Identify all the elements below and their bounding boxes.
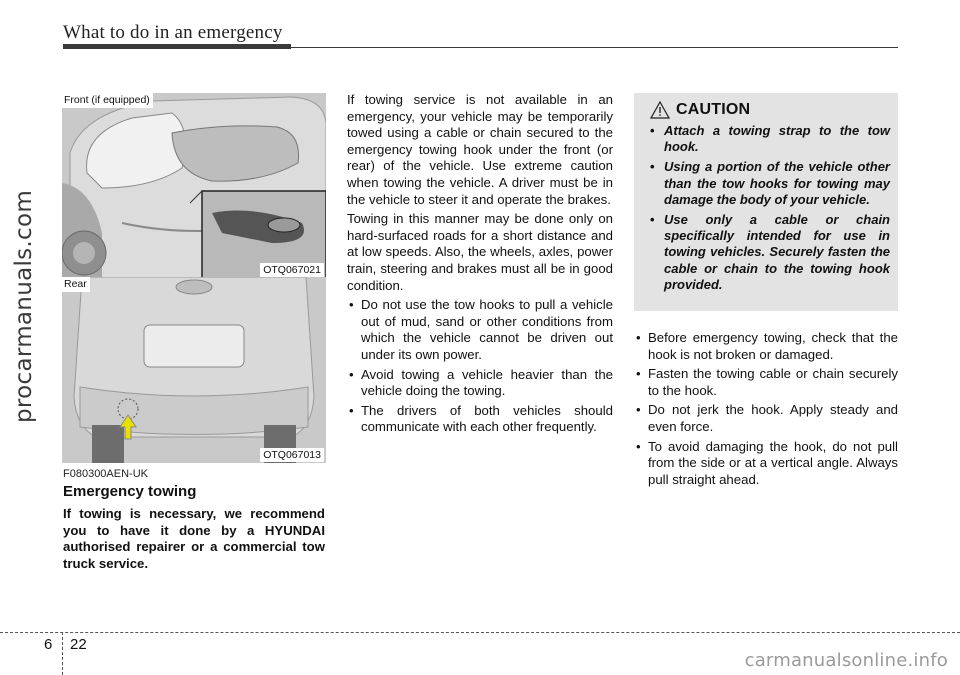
rear-car-illustration <box>62 277 326 463</box>
list-item: • Do not use the tow hooks to pull a vehicle out of mud, sand or other conditions from which the vehicle cannot be driven out under its own power. <box>347 297 613 363</box>
list-item: • The drivers of both vehicles should communicate with each other frequently. <box>347 403 613 436</box>
figure-rear-tow-hook <box>62 277 326 463</box>
list-item: • To avoid damaging the hook, do not pull from the side or at a vertical angle. Always pull straight ahead. <box>634 439 898 489</box>
section-title: Emergency towing <box>63 483 197 500</box>
middle-bullet-list <box>347 297 613 436</box>
front-car-illustration <box>62 93 326 278</box>
section-intro: If towing is necessary, we recommend you to have it done by a HYUNDAI authorised repairer or a commercial tow truck service. <box>63 506 325 571</box>
right-column <box>634 330 898 491</box>
middle-column <box>347 92 613 439</box>
caution-item: • Attach a towing strap to the tow hook. <box>642 123 890 155</box>
footer-divider <box>62 632 63 675</box>
list-item: • Fasten the towing cable or chain securely to the hook. <box>634 366 898 399</box>
section-code: F080300AEN-UK <box>63 468 148 480</box>
list-item: • Avoid towing a vehicle heavier than the vehicle doing the towing. <box>347 367 613 400</box>
side-watermark: procarmanuals.com <box>11 189 37 423</box>
footer-watermark: carmanualsonline.info <box>744 650 948 671</box>
figure-front-label: Front (if equipped) <box>62 93 153 108</box>
figure-rear-code: OTQ067013 <box>260 448 324 462</box>
caution-item: • Using a portion of the vehicle other than the tow hooks for towing may damage the body of your vehicle. <box>642 159 890 208</box>
right-bullet-list <box>634 330 898 488</box>
list-item: • Do not jerk the hook. Apply steady and even force. <box>634 402 898 435</box>
figure-front-code: OTQ067021 <box>260 263 324 277</box>
warning-triangle-icon <box>650 101 670 119</box>
figure-front-tow-hook <box>62 93 326 278</box>
footer-rule <box>0 632 960 633</box>
paragraph: If towing service is not available in an emergency, your vehicle may be temporarily towed using a cable or chain secured to the emergency towing hook under the front (or rear) of the vehicle. Use extreme caution when towing the vehicle. A driver must be in the vehicle to steer it and operate the brakes. <box>347 92 613 207</box>
header-rule <box>63 47 898 48</box>
list-item: • Before emergency towing, check that the hook is not broken or damaged. <box>634 330 898 363</box>
figure-rear-label: Rear <box>62 277 90 292</box>
paragraph: Towing in this manner may be done only on hard-surfaced roads for a short distance and at low speeds. Also, the wheels, axles, power train, steering and brakes must all be in good condition. <box>347 211 613 293</box>
caution-title: CAUTION <box>676 101 751 118</box>
caution-header <box>650 101 890 119</box>
page-header-title: What to do in an emergency <box>63 22 283 43</box>
caution-box <box>634 93 898 311</box>
caution-item: • Use only a cable or chain specifically intended for use in towing vehicles. Securely fasten the cable or chain to the towing hook provided. <box>642 212 890 293</box>
caution-list <box>642 123 890 293</box>
page-number: 22 <box>70 636 87 653</box>
page-section-number: 6 <box>44 636 53 653</box>
